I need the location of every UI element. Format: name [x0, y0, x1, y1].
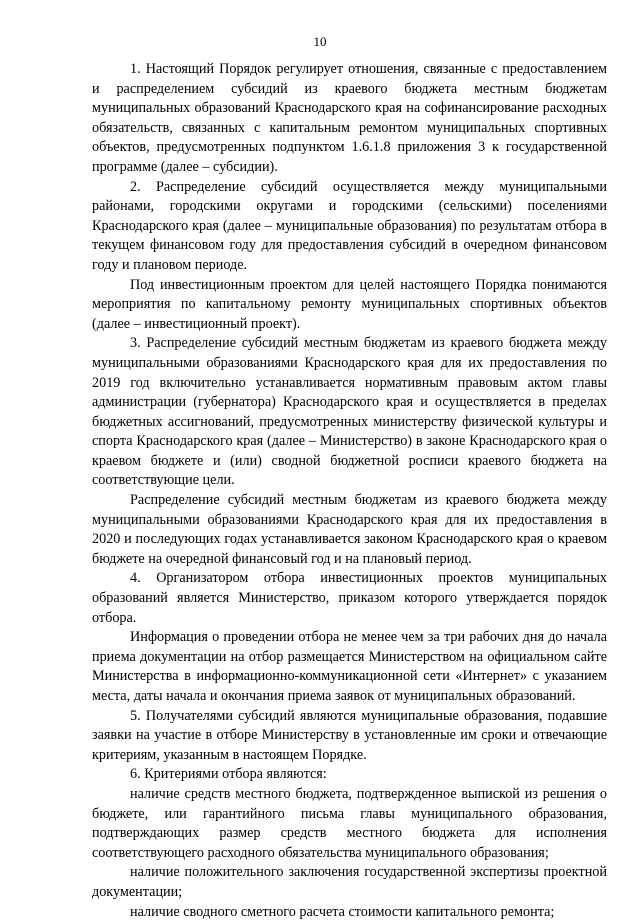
paragraph-10: наличие средств местного бюджета, подтвержденное выпиской из решения о бюджете, или гарантийного письма главы муниципального образования, подтверждающих размер средств местного бюджета для исполнения соответствующего расходного обязательства муниципального образования; [92, 785, 607, 861]
document-body [92, 60, 607, 922]
paragraph-1: 1. Настоящий Порядок регулирует отношения, связанные с предоставлением и распределением субсидий из краевого бюджета местным бюджетам муниципальных образований Краснодарского края на софинансирование расходных обязательств, связанных с капитальным ремонтом муниципальных спортивных объектов, предусмотренных подпунктом 1.6.1.8 приложения 3 к государственной программе (далее – субсидии). [92, 61, 607, 175]
paragraph-11: наличие положительного заключения государственной экспертизы проектной документации; [92, 864, 607, 900]
paragraph-7: Информация о проведении отбора не менее чем за три рабочих дня до начала приема документации на отбор размещается Министерством на официальном сайте Министерства в информационно-коммуникационной сети «Интернет» с указанием места, даты начала и окончания приема заявок от муниципальных образований. [92, 629, 607, 704]
paragraph-6: 4. Организатором отбора инвестиционных проектов муниципальных образований является Министерство, приказом которого утверждается порядок отбора. [92, 570, 607, 626]
paragraph-4: 3. Распределение субсидий местным бюджетам из краевого бюджета между муниципальными образованиями Краснодарского края для их предоставления по 2019 год включительно устанавливается нормативным правовым актом главы администрации (губернатора) Краснодарского края и осуществляется в пределах бюджетных ассигнований, предусмотренных министерству физической культуры и спорта Краснодарского края (далее – Министерство) в законе Краснодарского края о краевом бюджете и (или) сводной бюджетной росписи краевого бюджета на соответствующие цели. [92, 335, 607, 489]
paragraph-2: 2. Распределение субсидий осуществляется между муниципальными районами, городскими округами и городскими (сельскими) поселениями Краснодарского края (далее – муниципальные образования) по результатам отбора в текущем финансовом году для предоставления субсидий в очередном финансовом году и плановом периоде. [92, 178, 607, 273]
paragraph-3: Под инвестиционным проектом для целей настоящего Порядка понимаются мероприятия по капитальному ремонту муниципальных спортивных объектов (далее – инвестиционный проект). [92, 276, 607, 332]
page-number: 10 [313, 34, 327, 49]
paragraph-8: 5. Получателями субсидий являются муниципальные образования, подавшие заявки на участие в отборе Министерству в установленные им сроки и отвечающие критериям, указанным в настоящем Порядке. [92, 707, 607, 763]
paragraph-9: 6. Критериями отбора являются: [130, 766, 327, 783]
paragraph-12: наличие сводного сметного расчета стоимости капитального ремонта; [130, 903, 555, 920]
paragraph-5: Распределение субсидий местным бюджетам из краевого бюджета между муниципальными образованиями Краснодарского края для их предоставления в 2020 и последующих годах устанавливается законом Краснодарского края о краевом бюджете на очередной финансовый год и на плановый период. [92, 492, 607, 567]
